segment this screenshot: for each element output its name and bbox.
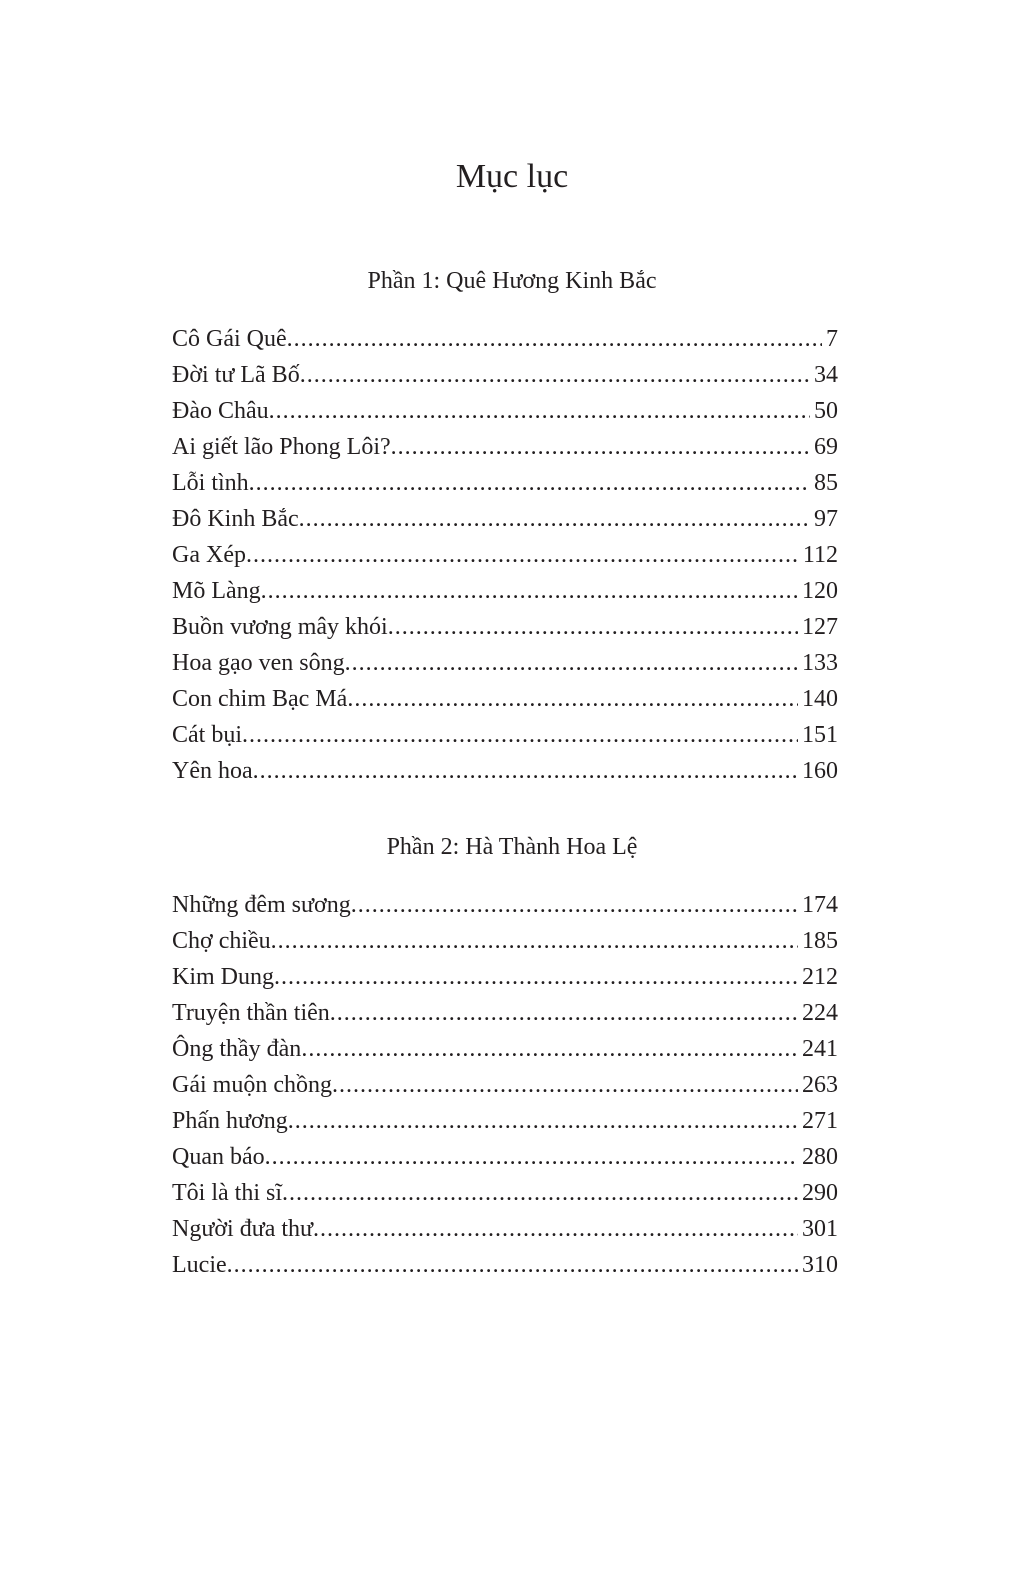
- toc-entry-page: 212: [802, 964, 838, 990]
- toc-entry-page: 50: [814, 398, 838, 424]
- dot-leader: [271, 928, 798, 955]
- dot-leader: [351, 892, 798, 919]
- toc-entry-title: Đời tư Lã Bố: [172, 362, 300, 388]
- toc-entry-title: Tôi là thi sĩ: [172, 1180, 282, 1206]
- dot-leader: [269, 398, 810, 425]
- toc-entry-title: Con chim Bạc Má: [172, 686, 348, 712]
- toc-entry-page: 7: [826, 326, 838, 352]
- toc-entry: [172, 578, 838, 614]
- dot-leader: [249, 470, 810, 497]
- toc-entry: [172, 1036, 838, 1072]
- toc-entry: [172, 686, 838, 722]
- toc-entry-page: 151: [802, 722, 838, 748]
- toc-entry: [172, 506, 838, 542]
- toc-entry-title: Hoa gạo ven sông: [172, 650, 345, 676]
- toc-entry: [172, 1252, 838, 1288]
- toc-entry-page: 120: [802, 578, 838, 604]
- part-2-heading: Phần 2: Hà Thành Hoa Lệ: [386, 834, 638, 860]
- page-title: Mục lục: [455, 158, 569, 195]
- toc-entry-title: Chợ chiều: [172, 928, 271, 954]
- toc-entry-page: 241: [802, 1036, 838, 1062]
- toc-entry: [172, 398, 838, 434]
- toc-entry-page: 85: [814, 470, 838, 496]
- toc-entry-title: Ông thầy đàn: [172, 1036, 302, 1062]
- toc-entry-page: 160: [802, 758, 838, 784]
- toc-entry-page: 290: [802, 1180, 838, 1206]
- toc-entry: [172, 326, 838, 362]
- toc-entry-title: Quan báo: [172, 1144, 265, 1170]
- dot-leader: [261, 578, 798, 605]
- toc-entry-title: Yên hoa: [172, 758, 253, 784]
- toc-entry-title: Lỗi tình: [172, 470, 249, 496]
- toc-entry-page: 127: [802, 614, 838, 640]
- dot-leader: [288, 1108, 798, 1135]
- part-1-heading: Phần 1: Quê Hương Kinh Bắc: [367, 268, 657, 294]
- toc-entry-page: 310: [802, 1252, 838, 1278]
- dot-leader: [274, 964, 798, 991]
- toc-entry-page: 301: [802, 1216, 838, 1242]
- toc-entry: [172, 1180, 838, 1216]
- toc-entry-page: 140: [802, 686, 838, 712]
- toc-entry: [172, 1108, 838, 1144]
- dot-leader: [332, 1072, 798, 1099]
- dot-leader: [388, 614, 798, 641]
- toc-entry-page: 133: [802, 650, 838, 676]
- toc-entry-page: 224: [802, 1000, 838, 1026]
- toc-entry: [172, 434, 838, 470]
- toc-entry-title: Buồn vương mây khói: [172, 614, 388, 640]
- toc-entry: [172, 964, 838, 1000]
- toc-entry-title: Mõ Làng: [172, 578, 261, 604]
- dot-leader: [313, 1216, 798, 1243]
- dot-leader: [265, 1144, 798, 1171]
- part-1-toc-list: [172, 326, 838, 794]
- toc-entry-page: 174: [802, 892, 838, 918]
- toc-entry-page: 280: [802, 1144, 838, 1170]
- toc-entry: [172, 650, 838, 686]
- toc-entry-page: 185: [802, 928, 838, 954]
- toc-entry-page: 263: [802, 1072, 838, 1098]
- toc-entry: [172, 722, 838, 758]
- toc-entry-title: Ga Xép: [172, 542, 246, 568]
- toc-entry-title: Đào Châu: [172, 398, 269, 424]
- toc-entry-page: 97: [814, 506, 838, 532]
- toc-entry-title: Đô Kinh Bắc: [172, 506, 299, 532]
- toc-entry-title: Gái muộn chồng: [172, 1072, 332, 1098]
- toc-entry: [172, 1000, 838, 1036]
- toc-entry: [172, 1072, 838, 1108]
- dot-leader: [246, 542, 799, 569]
- toc-entry-title: Ai giết lão Phong Lôi?: [172, 434, 391, 460]
- dot-leader: [227, 1252, 798, 1279]
- toc-entry: [172, 892, 838, 928]
- toc-entry: [172, 542, 838, 578]
- toc-entry-title: Cô Gái Quê: [172, 326, 287, 352]
- toc-entry-title: Người đưa thư: [172, 1216, 314, 1242]
- toc-entry: [172, 1216, 838, 1252]
- dot-leader: [282, 1180, 798, 1207]
- toc-entry-title: Phấn hương: [172, 1108, 288, 1134]
- toc-entry: [172, 758, 838, 794]
- toc-entry-title: Cát bụi: [172, 722, 242, 748]
- toc-entry: [172, 470, 838, 506]
- toc-entry-page: 34: [814, 362, 838, 388]
- toc-entry: [172, 1144, 838, 1180]
- toc-entry-title: Những đêm sương: [172, 892, 351, 918]
- dot-leader: [347, 686, 798, 713]
- toc-entry-title: Kim Dung: [172, 964, 274, 990]
- dot-leader: [253, 758, 798, 785]
- dot-leader: [330, 1000, 798, 1027]
- toc-entry: [172, 362, 838, 398]
- dot-leader: [300, 362, 810, 389]
- toc-entry: [172, 928, 838, 964]
- toc-entry-title: Truyện thần tiên: [172, 1000, 330, 1026]
- toc-entry: [172, 614, 838, 650]
- dot-leader: [301, 1036, 798, 1063]
- dot-leader: [345, 650, 798, 677]
- toc-entry-page: 112: [802, 542, 838, 568]
- dot-leader: [299, 506, 810, 533]
- dot-leader: [242, 722, 798, 749]
- toc-entry-title: Lucie: [172, 1252, 227, 1278]
- dot-leader: [391, 434, 810, 461]
- toc-entry-page: 271: [802, 1108, 838, 1134]
- dot-leader: [287, 326, 822, 353]
- part-2-toc-list: [172, 892, 838, 1288]
- toc-entry-page: 69: [814, 434, 838, 460]
